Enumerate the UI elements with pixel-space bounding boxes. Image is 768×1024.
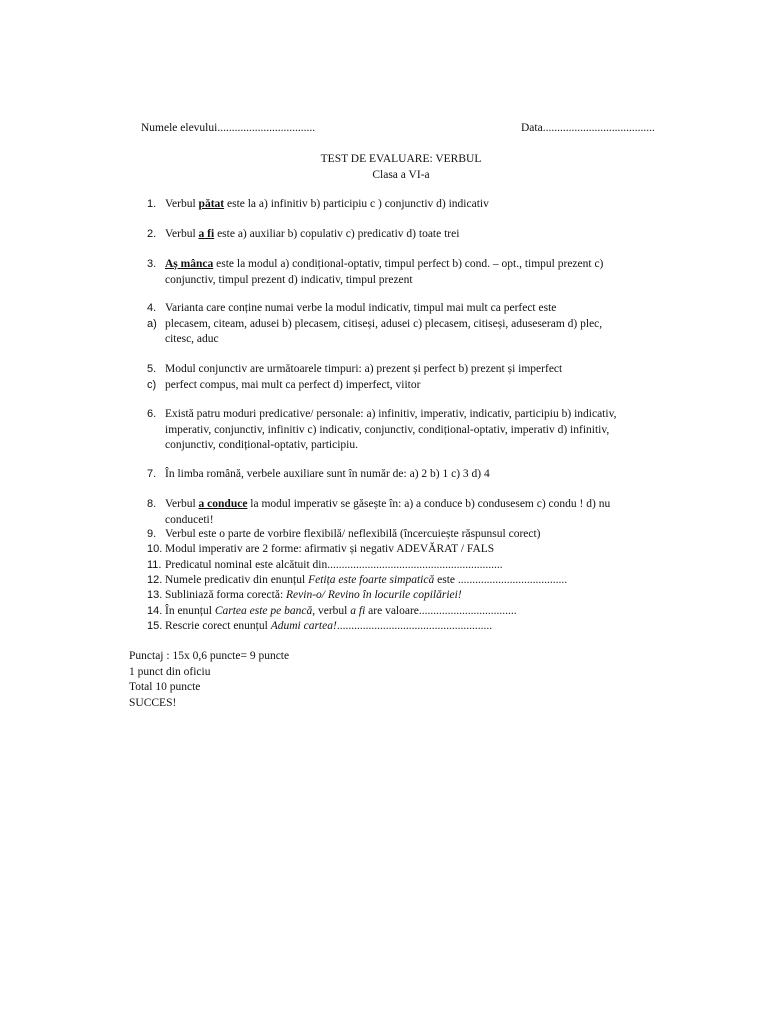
question-10	[147, 542, 667, 558]
question-options-cont: conjunctiv, condițional-optativ, participiu.	[165, 439, 359, 451]
question-options: plecasem, citeam, adusei b) plecasem, citiseși, adusei c) plecasem, citiseși, aduseseram d) plec,	[165, 317, 603, 330]
question-options: perfect compus, mai mult ca perfect d) imperfect, viitor	[165, 378, 421, 391]
question-number: 13.	[147, 589, 163, 601]
question-sentence: Adumi cartea!	[270, 620, 337, 632]
question-options: este a) auxiliar b) copulativ c) predicativ d) toate trei	[214, 228, 460, 240]
score-line: Punctaj : 15x 0,6 puncte= 9 puncte	[129, 650, 290, 662]
question-blank: ......................................................	[336, 620, 493, 632]
date-field: Data.......................................	[521, 122, 655, 134]
question-7	[147, 467, 665, 483]
question-15	[147, 619, 667, 635]
title-class: Clasa a VI-a	[372, 168, 430, 181]
question-verb: pătat	[198, 198, 225, 210]
question-text: Subliniază forma corectă:	[165, 589, 287, 601]
question-text: Varianta care conține numai verbe la modul indicativ, timpul mai mult ca perfect este	[165, 302, 557, 314]
question-number: 5.	[147, 363, 157, 375]
question-options: este la a) infinitiv b) participiu c ) conjunctiv d) indicativ	[224, 198, 489, 210]
question-12	[147, 573, 667, 589]
score-total: Total 10 puncte	[129, 681, 201, 693]
question-13	[147, 588, 667, 604]
question-verb: a fi	[198, 228, 215, 240]
scoring-footer	[129, 649, 289, 711]
question-text: Verbul este o parte de vorbire flexibilă/ neflexibilă (încercuiește răspunsul corect)	[165, 528, 541, 540]
question-text-mid: , verbul	[312, 605, 351, 617]
option-letter: a)	[147, 317, 157, 330]
question-blank: are valoare..................................	[365, 605, 517, 617]
question-number: 8.	[147, 498, 157, 510]
question-sentence: Revin-o/ Revino în locurile copilăriei!	[286, 589, 462, 601]
question-verb: Aș mânca	[165, 258, 214, 270]
question-3	[147, 257, 665, 288]
question-sentence: Fetița este foarte simpatică	[308, 574, 435, 586]
option-letter: c)	[147, 378, 157, 391]
question-number: 10.	[147, 543, 163, 555]
question-options-cont: conjunctiv, timpul prezent d) indicativ, timpul prezent	[165, 273, 413, 286]
question-number: 11.	[147, 559, 162, 571]
score-line: 1 punct din oficiu	[129, 665, 211, 678]
question-2	[147, 227, 665, 243]
question-number: 3.	[147, 258, 157, 270]
question-11	[147, 558, 667, 574]
question-options-cont: citesc, aduc	[165, 333, 219, 345]
question-blank: este ......................................	[434, 574, 568, 586]
question-number: 14.	[147, 605, 163, 617]
question-1	[147, 197, 665, 213]
question-text: Verbul	[165, 198, 199, 210]
question-text: Predicatul nominal este alcătuit din.............................................................	[165, 559, 503, 571]
question-text: Numele predicativ din enunțul	[165, 574, 309, 586]
question-text: În limba română, verbele auxiliare sunt în număr de: a) 2 b) 1 c) 3 d) 4	[165, 468, 490, 480]
question-text: Rescrie corect enunțul	[165, 620, 271, 632]
question-number: 4.	[147, 302, 157, 314]
question-number: 7.	[147, 468, 157, 480]
question-text: Modul conjunctiv are următoarele timpuri: a) prezent și perfect b) prezent și imperfect	[165, 363, 563, 375]
question-4	[147, 301, 665, 348]
question-text: Verbul	[165, 498, 199, 510]
question-options: este la modul a) condițional-optativ, timpul perfect b) cond. – opt., timpul prezent c)	[213, 258, 604, 270]
question-9	[147, 527, 667, 543]
question-text: Există patru moduri predicative/ personale: a) infinitiv, imperativ, indicativ, participiu b) indicativ,	[165, 408, 617, 420]
question-number: 2.	[147, 228, 157, 240]
question-text: Verbul	[165, 228, 199, 240]
student-name-field: Numele elevului..................................	[141, 122, 316, 134]
question-number: 9.	[147, 528, 157, 540]
question-6	[147, 407, 665, 454]
question-options-cont: conduceti!	[165, 513, 214, 526]
question-sentence: Cartea este pe bancă	[214, 605, 313, 617]
question-number: 15.	[147, 620, 163, 632]
question-verb: a conduce	[198, 498, 248, 510]
question-text: Modul imperativ are 2 forme: afirmativ și negativ ADEVĂRAT / FALS	[165, 543, 495, 555]
question-number: 12.	[147, 574, 163, 586]
closing-text: SUCCES!	[129, 696, 177, 709]
question-number: 1.	[147, 198, 157, 210]
question-5	[147, 362, 665, 393]
question-number: 6.	[147, 408, 157, 420]
question-verb: a fi	[350, 605, 366, 617]
question-8	[147, 497, 665, 528]
question-text: În enunțul	[165, 605, 215, 617]
question-options: la modul imperativ se găsește în: a) a conduce b) condusesem c) condu ! d) nu	[247, 498, 611, 510]
test-title	[0, 152, 768, 183]
question-options: imperativ, conjunctiv, infinitiv c) indicativ, conjunctiv, condițional-optativ, imperativ d) infinitiv,	[165, 423, 610, 436]
title-main: TEST DE EVALUARE: VERBUL	[320, 153, 482, 165]
question-14	[147, 604, 667, 620]
